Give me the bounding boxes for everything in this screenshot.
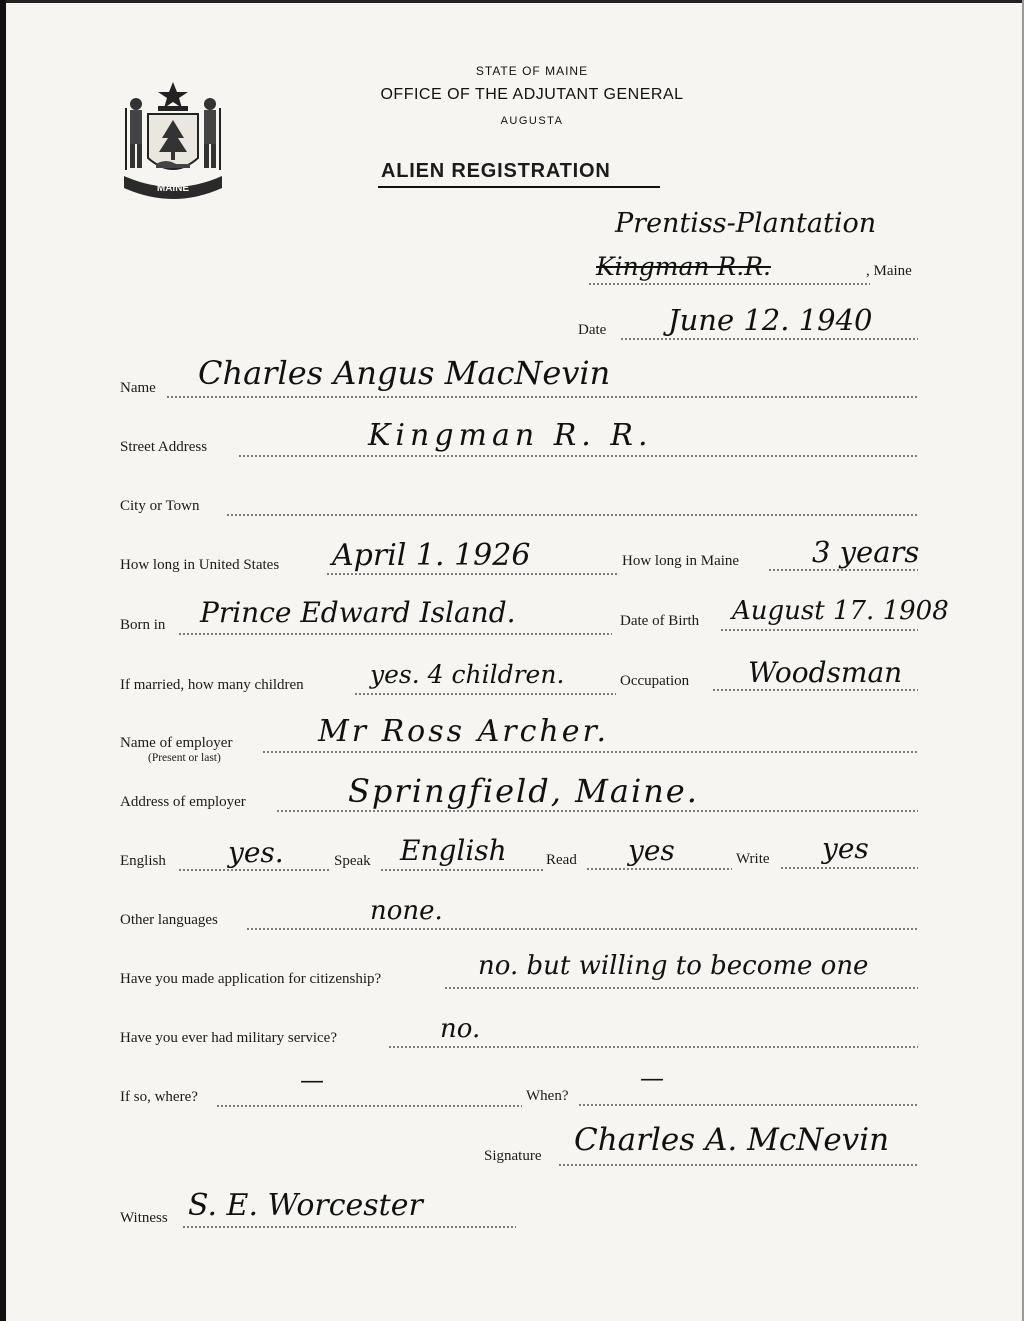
citizenship-value: no. but willing to become one	[478, 951, 869, 981]
employer-address-dotted-line	[276, 810, 918, 812]
location-struck-text: Kingman R.R.	[596, 252, 771, 281]
location-suffix: , Maine	[866, 263, 912, 279]
when-dotted-line	[578, 1104, 918, 1106]
if-so-where-label: If so, where?	[120, 1089, 198, 1105]
married-dotted-line	[354, 693, 616, 695]
date-dotted-line	[620, 338, 918, 340]
when-value: —	[640, 1064, 664, 1092]
employer-address-value: Springfield, Maine.	[348, 772, 699, 810]
date-value: June 12. 1940	[668, 303, 873, 337]
read-value: yes	[628, 834, 675, 867]
born-in-value: Prince Edward Island.	[200, 596, 516, 629]
write-value: yes	[822, 832, 869, 865]
if-so-where-value: —	[300, 1066, 324, 1094]
title-underline	[378, 186, 660, 188]
how-long-maine-dotted-line	[768, 569, 918, 571]
date-of-birth-label: Date of Birth	[620, 613, 700, 629]
english-value: yes.	[228, 836, 284, 869]
location-dotted-line	[588, 283, 870, 285]
svg-text:MAINE: MAINE	[156, 183, 190, 194]
name-value: Charles Angus MacNevin	[198, 354, 611, 392]
employer-name-dotted-line	[262, 751, 918, 753]
street-address-value: Kingman R. R.	[368, 418, 653, 453]
employer-address-label: Address of employer	[120, 794, 246, 810]
speak-value: English	[400, 834, 507, 867]
name-label: Name	[120, 380, 156, 396]
employer-name-label: Name of employer	[120, 735, 233, 751]
born-in-label: Born in	[120, 617, 166, 633]
occupation-value: Woodsman	[748, 656, 903, 689]
speak-label: Speak	[334, 853, 371, 869]
when-label: When?	[526, 1088, 569, 1104]
how-long-us-value: April 1. 1926	[332, 538, 531, 573]
form-title: ALIEN REGISTRATION	[381, 160, 611, 182]
state-heading: STATE OF MAINE	[475, 64, 589, 78]
write-label: Write	[736, 851, 770, 867]
office-heading: OFFICE OF THE ADJUTANT GENERAL	[380, 86, 684, 103]
married-label: If married, how many children	[120, 677, 304, 693]
name-dotted-line	[166, 396, 918, 398]
occupation-label: Occupation	[620, 673, 690, 689]
how-long-us-label: How long in United States	[120, 557, 280, 573]
signature-label: Signature	[484, 1148, 542, 1164]
english-label: English	[120, 853, 166, 869]
witness-value: S. E. Worcester	[188, 1188, 423, 1223]
english-dotted-line	[178, 869, 330, 871]
city-label: City or Town	[120, 498, 200, 514]
write-dotted-line	[780, 867, 918, 869]
citizenship-label: Have you made application for citizenship?	[120, 971, 382, 987]
how-long-us-dotted-line	[326, 573, 618, 575]
occupation-dotted-line	[712, 689, 918, 691]
scan-border-left	[0, 0, 6, 1321]
street-address-dotted-line	[238, 455, 918, 457]
city-dotted-line	[226, 514, 918, 516]
other-languages-value: none.	[370, 896, 443, 926]
how-long-maine-value: 3 years	[812, 535, 920, 569]
date-of-birth-value: August 17. 1908	[732, 596, 949, 626]
location-handwritten: Prentiss-Plantation	[615, 208, 877, 239]
married-value: yes. 4 children.	[370, 660, 565, 689]
how-long-maine-label: How long in Maine	[622, 553, 740, 569]
other-languages-label: Other languages	[120, 912, 218, 928]
employer-name-value: Mr Ross Archer.	[318, 714, 610, 749]
speak-dotted-line	[380, 869, 544, 871]
read-label: Read	[546, 852, 577, 868]
military-value: no.	[440, 1014, 481, 1044]
other-languages-dotted-line	[246, 928, 918, 930]
read-dotted-line	[586, 868, 732, 870]
date-label: Date	[578, 322, 607, 338]
date-of-birth-dotted-line	[720, 629, 918, 631]
if-so-where-dotted-line	[216, 1105, 522, 1107]
scan-border-top	[0, 0, 1024, 3]
witness-label: Witness	[120, 1210, 168, 1226]
witness-dotted-line	[182, 1226, 516, 1228]
signature-dotted-line	[558, 1164, 918, 1166]
employer-name-sublabel: (Present or last)	[148, 752, 221, 764]
born-in-dotted-line	[178, 633, 612, 635]
city-heading: AUGUSTA	[500, 115, 564, 127]
military-label: Have you ever had military service?	[120, 1030, 337, 1046]
street-address-label: Street Address	[120, 439, 208, 455]
military-dotted-line	[388, 1046, 918, 1048]
citizenship-dotted-line	[444, 987, 918, 989]
signature-value: Charles A. McNevin	[574, 1122, 890, 1158]
